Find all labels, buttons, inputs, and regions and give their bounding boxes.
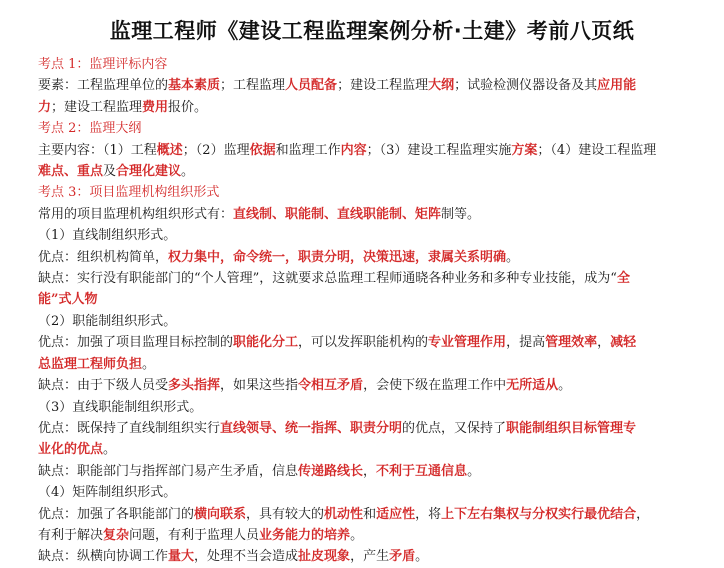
plain-text: 考点 1：监理评标内容: [38, 57, 168, 72]
emphasis-text: 多头指挥: [168, 378, 221, 394]
emphasis-text: 矛盾: [389, 549, 416, 565]
emphasis-text: 力: [38, 99, 52, 115]
text-line: [38, 439, 706, 460]
section-heading: [38, 118, 706, 139]
section-heading: [38, 182, 706, 203]
plain-text: 。: [103, 442, 117, 458]
emphasis-text: 机动性: [324, 506, 364, 522]
plain-text: ，产生: [350, 549, 390, 565]
document-body: [38, 54, 706, 568]
section-heading: [38, 54, 706, 75]
text-line: [38, 375, 706, 396]
plain-text: ；（3）建设工程监理实施: [366, 142, 512, 158]
plain-text: ，: [597, 335, 611, 351]
plain-text: 。: [558, 378, 572, 394]
plain-text: ，如果这些指: [220, 378, 299, 394]
text-line: [38, 354, 706, 375]
text-line: [38, 247, 706, 268]
plain-text: 。: [467, 463, 481, 479]
emphasis-text: 横向联系: [194, 506, 247, 522]
plain-text: （1）直线制组织形式。: [38, 228, 177, 244]
emphasis-text: 依据: [249, 142, 276, 158]
emphasis-text: 费用: [142, 99, 169, 115]
plain-text: 和监理工作: [275, 142, 341, 158]
plain-text: ，处理不当会造成: [194, 549, 299, 565]
plain-text: 制等。: [441, 206, 481, 222]
emphasis-text: 传递路线长: [298, 463, 364, 479]
plain-text: ，: [636, 506, 650, 522]
plain-text: ，可以发挥职能机构的: [298, 335, 429, 351]
text-line: [38, 268, 706, 289]
plain-text: 缺点：实行没有职能部门的“个人管理”，这就要求总监理工程师通晓各种业务和多种专业技能，成为“: [38, 271, 617, 287]
plain-text: （4）矩阵制组织形式。: [38, 485, 177, 501]
plain-text: 缺点：职能部门与指挥部门易产生矛盾，信息: [38, 463, 299, 479]
emphasis-text: 上下左右集权与分权实行最优结合: [441, 506, 637, 522]
emphasis-text: 专业管理作用: [428, 335, 507, 351]
plain-text: ；建设工程监理: [51, 99, 143, 115]
emphasis-text: 内容: [340, 142, 367, 158]
plain-text: 。: [350, 527, 364, 543]
plain-text: 考点 3：项目监理机构组织形式: [38, 185, 220, 201]
plain-text: ，: [363, 463, 377, 479]
plain-text: 要素：工程监理单位的: [38, 78, 169, 94]
text-line: [38, 225, 706, 246]
emphasis-text: 职能制组织目标管理专: [506, 420, 637, 436]
emphasis-text: 直线领导、统一指挥、职责分明: [220, 420, 403, 436]
emphasis-text: 应用能: [597, 78, 637, 94]
emphasis-text: 管理效率: [545, 335, 598, 351]
plain-text: 缺点：纵横向协调工作: [38, 549, 169, 565]
emphasis-text: 人员配备: [285, 78, 338, 94]
plain-text: ，将: [415, 506, 442, 522]
plain-text: ；试验检测仪器设备及其: [454, 78, 598, 94]
plain-text: ，具有较大的: [246, 506, 325, 522]
emphasis-text: 适应性: [376, 506, 416, 522]
emphasis-text: 权力集中，命令统一，职责分明，决策迅速，隶属关系明确: [168, 249, 507, 265]
plain-text: （3）直线职能制组织形式。: [38, 399, 203, 415]
page-title: 监理工程师《建设工程监理案例分析·土建》考前八页纸: [109, 19, 635, 43]
plain-text: 常用的项目监理机构组织形式有：: [38, 206, 234, 222]
text-line: [38, 397, 706, 418]
text-line: [38, 161, 706, 182]
plain-text: 优点：既保持了直线制组织实行: [38, 420, 221, 436]
text-line: [38, 75, 706, 96]
emphasis-text: 合理化建议: [116, 164, 182, 180]
emphasis-text: 不利于互通信息: [376, 463, 468, 479]
plain-text: 优点：加强了各职能部门的: [38, 506, 195, 522]
emphasis-text: 全: [616, 271, 630, 287]
plain-text: 优点：加强了项目监理目标控制的: [38, 335, 234, 351]
emphasis-text: 减轻: [610, 335, 637, 351]
plain-text: 。: [142, 356, 156, 372]
plain-text: ；（2）监理: [182, 142, 250, 158]
text-line: [38, 504, 706, 525]
plain-text: 优点：组织机构简单，: [38, 249, 169, 265]
text-line: [38, 97, 706, 118]
emphasis-text: 无所适从: [506, 378, 559, 394]
text-line: [38, 140, 706, 161]
text-line: [38, 525, 706, 546]
text-line: [38, 204, 706, 225]
plain-text: 有利于解决: [38, 527, 104, 543]
emphasis-text: 量大: [168, 549, 195, 565]
plain-text: ，会使下级在监理工作中: [363, 378, 507, 394]
text-line: [38, 289, 706, 310]
emphasis-text: 难点、重点: [38, 164, 104, 180]
emphasis-text: 业化的优点: [38, 442, 104, 458]
emphasis-text: 概述: [156, 142, 183, 158]
emphasis-text: 方案: [511, 142, 538, 158]
text-line: [38, 311, 706, 332]
plain-text: 。: [415, 549, 429, 565]
plain-text: 。: [181, 164, 195, 180]
emphasis-text: 基本素质: [168, 78, 221, 94]
emphasis-text: 扯皮现象: [298, 549, 351, 565]
plain-text: 考点 2：监理大纲: [38, 121, 142, 137]
plain-text: 和: [363, 506, 377, 522]
plain-text: 。: [506, 249, 520, 265]
text-line: [38, 482, 706, 503]
emphasis-text: 大纲: [428, 78, 455, 94]
plain-text: ；（4）建设工程监理: [537, 142, 657, 158]
plain-text: 报价。: [168, 99, 208, 115]
plain-text: ；建设工程监理: [337, 78, 429, 94]
plain-text: 及: [103, 164, 117, 180]
text-line: [38, 546, 706, 567]
plain-text: ；工程监理: [220, 78, 286, 94]
emphasis-text: 直线制、职能制、直线职能制、矩阵: [233, 206, 442, 222]
plain-text: 缺点：由于下级人员受: [38, 378, 169, 394]
plain-text: ，提高: [506, 335, 546, 351]
plain-text: 问题，有利于监理人员: [129, 527, 260, 543]
text-line: [38, 418, 706, 439]
plain-text: 的优点，又保持了: [402, 420, 507, 436]
emphasis-text: 总监理工程师负担: [38, 356, 143, 372]
emphasis-text: 令相互矛盾: [298, 378, 364, 394]
text-line: [38, 332, 706, 353]
emphasis-text: 业务能力的培养: [259, 527, 351, 543]
emphasis-text: 职能化分工: [233, 335, 299, 351]
plain-text: （2）职能制组织形式。: [38, 313, 177, 329]
text-line: [38, 461, 706, 482]
emphasis-text: 能”式人物: [38, 292, 98, 308]
plain-text: 主要内容：（1）工程: [38, 142, 157, 158]
emphasis-text: 复杂: [103, 527, 130, 543]
